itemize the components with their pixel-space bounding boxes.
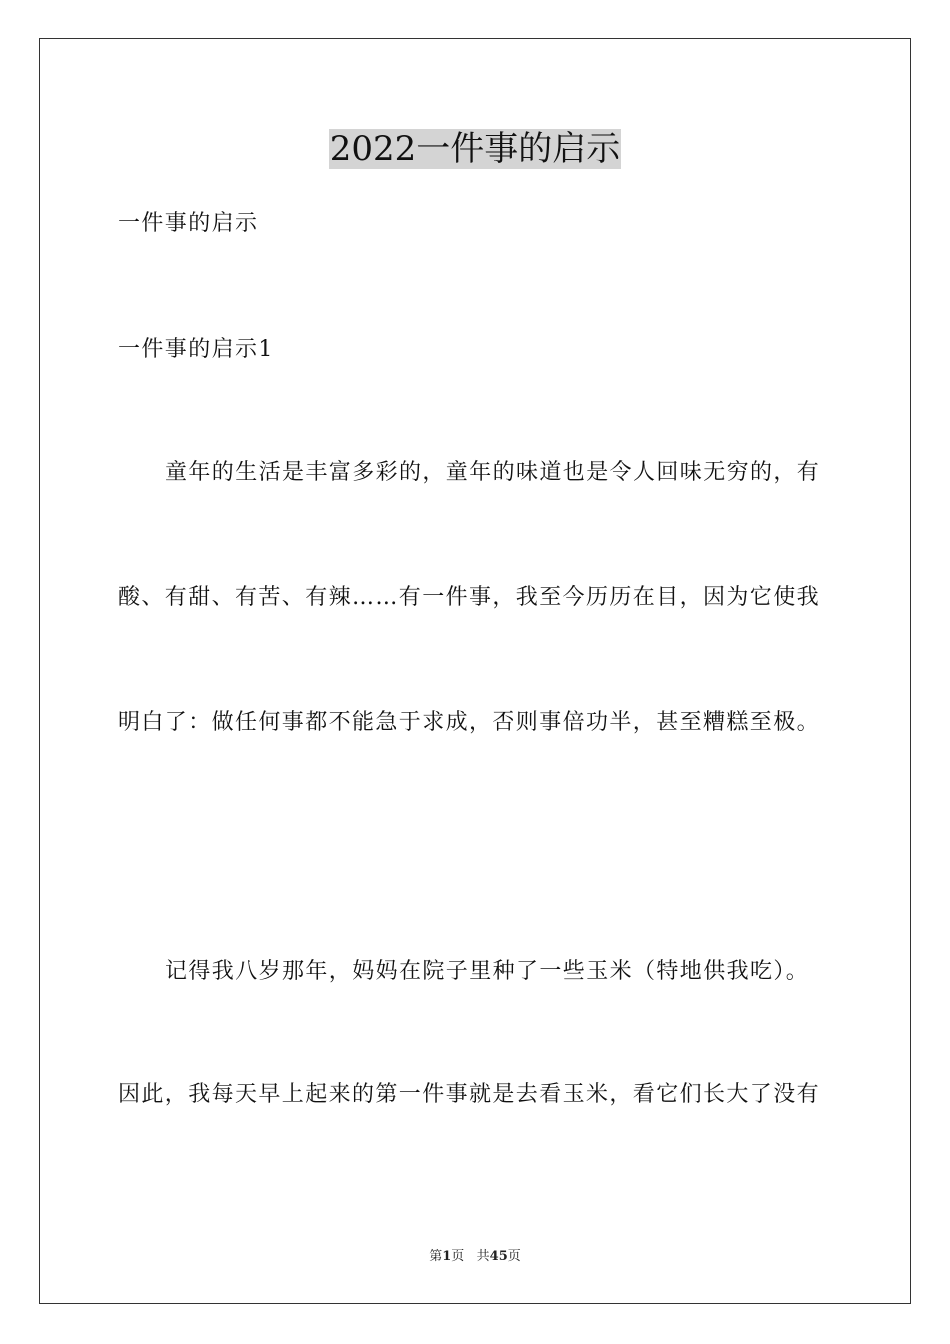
page-footer [0,1248,950,1266]
footer-mid: 页 共 [451,1249,490,1264]
subtitle-line: 一件事的启示 [118,211,259,236]
paragraph-line: 童年的生活是丰富多彩的，童年的味道也是令人回味无穷的，有 [165,460,821,485]
section-heading: 一件事的启示1 [118,337,274,362]
paragraph-line: 记得我八岁那年，妈妈在院子里种了一些玉米（特地供我吃）。 [165,959,810,984]
paragraph-line: 明白了：做任何事都不能急于求成，否则事倍功半，甚至糟糕至极。 [118,710,821,735]
document-title-text: 2022一件事的启示 [329,129,621,169]
footer-page-number: 1 [442,1249,452,1264]
document-title [0,126,950,172]
footer-prefix: 第 [429,1249,443,1264]
paragraph-line: 酸、有甜、有苦、有辣……有一件事，我至今历历在目，因为它使我 [118,585,821,610]
paragraph-line: 因此，我每天早上起来的第一件事就是去看玉米，看它们长大了没有 [118,1082,821,1107]
footer-total-pages: 45 [489,1249,508,1264]
footer-suffix: 页 [507,1249,521,1264]
